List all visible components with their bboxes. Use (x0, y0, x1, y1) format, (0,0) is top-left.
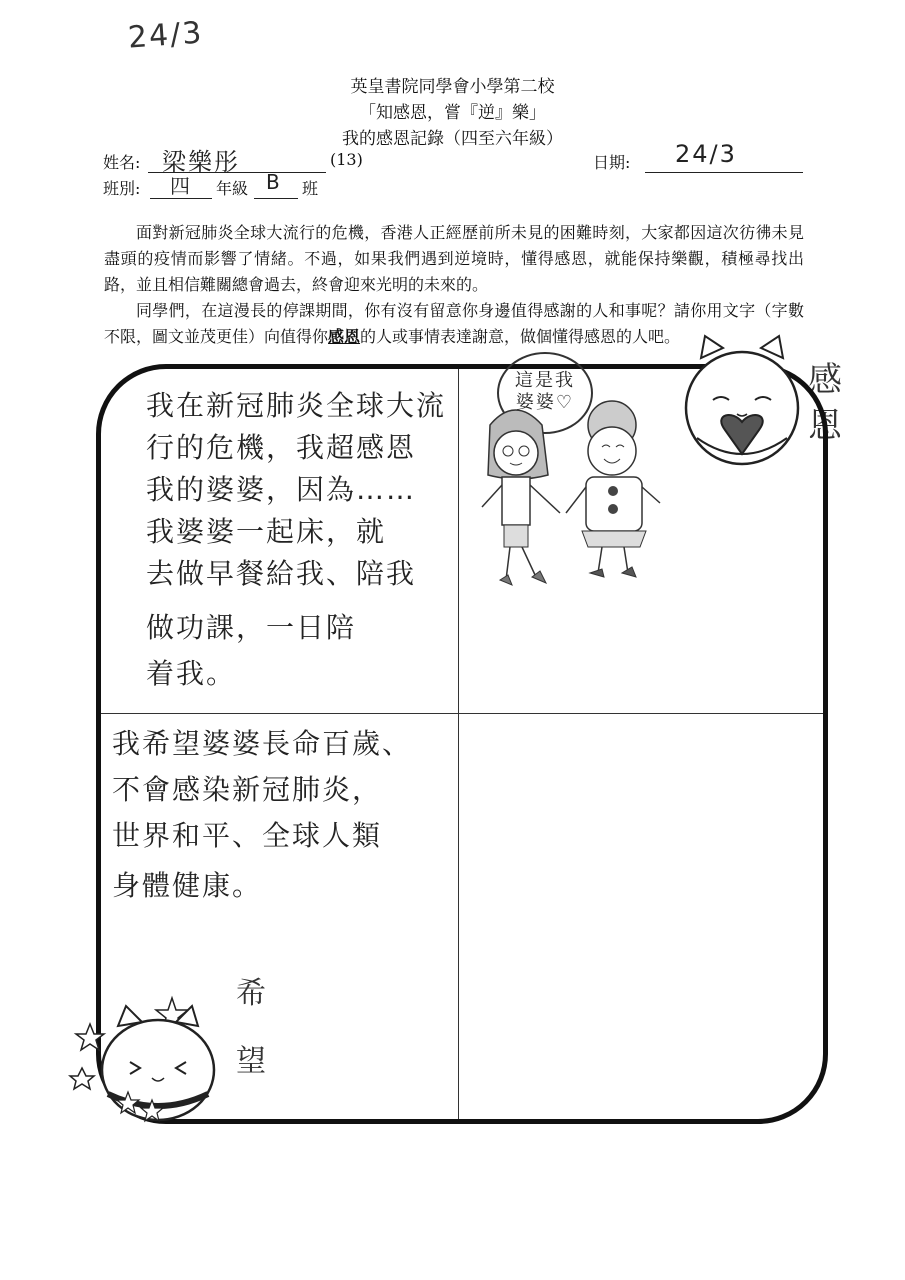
name-value: 梁樂彤 (162, 148, 240, 176)
wish-text (112, 727, 413, 902)
gratitude-line-2: 行的危機，我超感恩 (146, 431, 417, 464)
side-label-char-2: 恩 (808, 406, 844, 446)
date-label: 日期: (593, 153, 631, 172)
grade-unit: 年級 (216, 179, 249, 198)
theme-title: 「知感恩，嘗『逆』樂」 (359, 103, 546, 123)
wish-line-4: 身體健康。 (112, 869, 263, 902)
horizontal-divider (101, 713, 823, 714)
intro-p2-after: 的人或事情表達謝意，做個懂得感恩的人吧。 (360, 327, 681, 346)
gratitude-line-1: 我在新冠肺炎全球大流 (146, 389, 447, 422)
date-field[interactable] (645, 140, 803, 173)
grade-value: 四 (170, 174, 192, 198)
class-value: B (266, 170, 282, 194)
wish-label-char-1: 希 (236, 976, 268, 1011)
class-field[interactable] (254, 170, 298, 199)
gratitude-line-5: 去做早餐給我、陪我 (146, 557, 417, 590)
wish-line-1: 我希望婆婆長命百歲、 (112, 727, 413, 760)
grade-field[interactable] (150, 174, 212, 199)
gratitude-line-3: 我的婆婆，因為…… (146, 473, 417, 506)
form-title: 我的感恩記錄（四至六年級） (342, 129, 563, 149)
gratitude-line-7: 着我。 (146, 657, 237, 690)
corner-date-note: 24/3 (126, 15, 205, 56)
bubble-line-2: 婆婆♡ (515, 392, 575, 413)
bubble-line-1: 這是我 (515, 370, 575, 391)
wish-line-3: 世界和平、全球人類 (112, 819, 383, 852)
school-name: 英皇書院同學會小學第二校 (350, 77, 555, 97)
gratitude-text (146, 389, 447, 690)
intro-p2-emphasis: 感恩 (328, 327, 361, 346)
heart-cat-mascot-icon (683, 330, 801, 480)
gratitude-line-6: 做功課，一日陪 (146, 611, 357, 644)
class-number: (13) (330, 150, 363, 169)
wish-label-char-2: 望 (236, 1044, 268, 1079)
class-label: 班別: (103, 179, 141, 198)
star-cat-mascot-icon (68, 990, 228, 1130)
girl-and-grandma-drawing-icon (470, 395, 670, 600)
intro-paragraph-1: 面對新冠肺炎全球大流行的危機，香港人正經歷前所未見的困難時刻，大家都因這次彷彿未見盡頭的疫情而影響了情緒。不過，如果我們遇到逆境時，懂得感恩，就能保持樂觀，積極尋找出路，並且相信難關總會過去，終會迎來光明的未來的。 (104, 223, 804, 294)
gratitude-line-4: 我婆婆一起床，就 (146, 515, 387, 548)
wish-line-2: 不會感染新冠肺炎， (112, 773, 383, 806)
side-label-char-1: 感 (808, 360, 844, 400)
vertical-divider (458, 369, 459, 1119)
class-unit: 班 (302, 179, 319, 198)
date-value: 24/3 (675, 140, 737, 168)
intro-p2-before: 同學們，在這漫長的停課期間，你有沒有留意你身邊值得感謝的人和事呢？請你用文字（字數不限，圖文並茂更佳）向值得你 (104, 301, 804, 346)
name-label: 姓名: (103, 153, 141, 172)
